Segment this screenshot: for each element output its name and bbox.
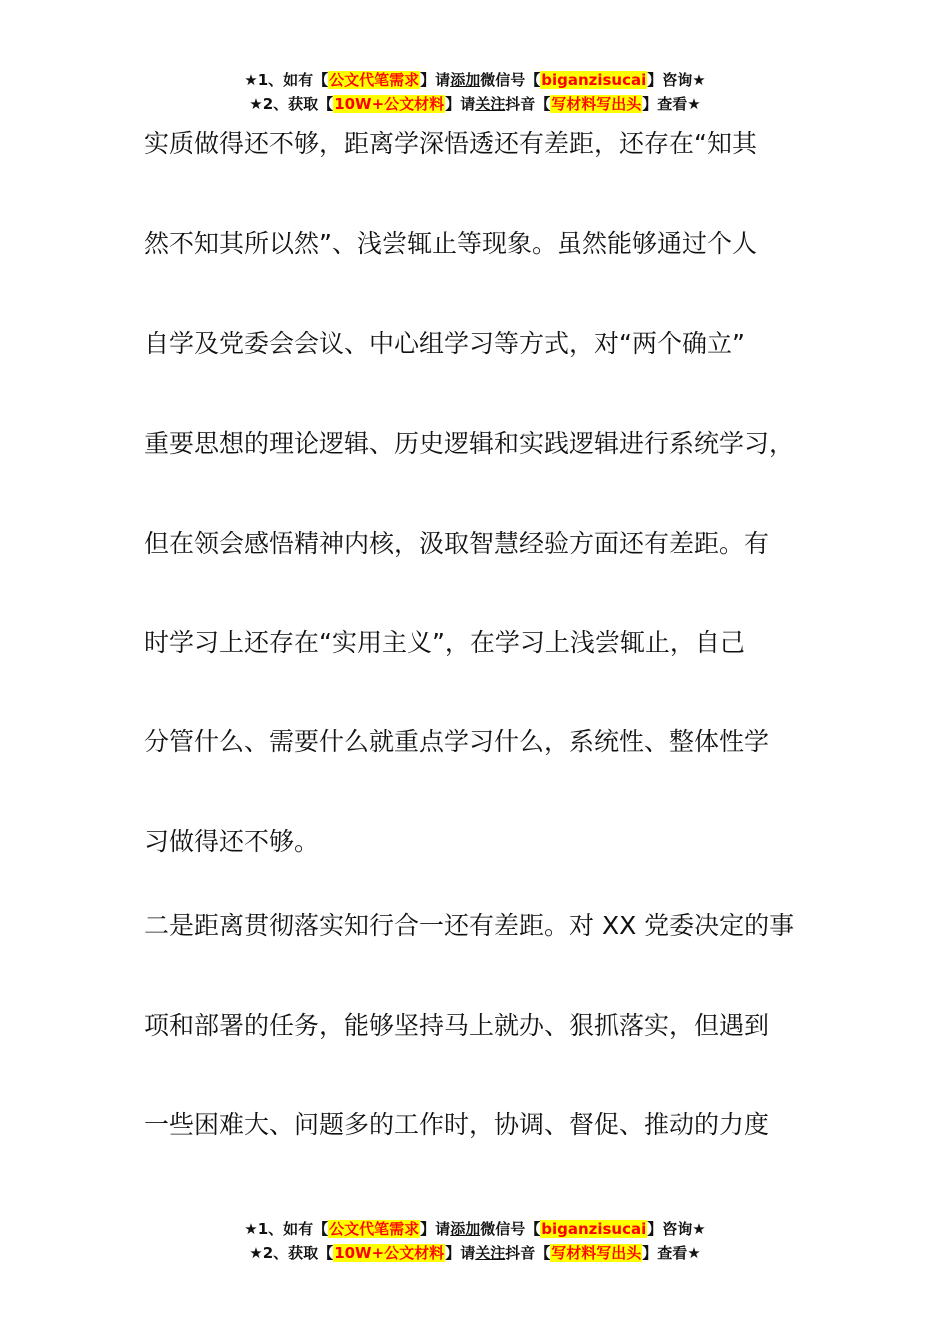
banner-text: 】咨询★: [647, 1220, 706, 1238]
banner-text: ★1、如有【: [244, 71, 329, 89]
banner-text: 微信号【: [480, 1220, 541, 1238]
banner-text: 】请: [420, 1220, 451, 1238]
banner-text: ★2、获取【: [249, 95, 334, 113]
body-line: 一些困难大、问题多的工作时，协调、督促、推动的力度: [144, 1110, 770, 1139]
underlined-text: 关注: [475, 1244, 506, 1262]
banner-text: 抖音【: [505, 1244, 551, 1262]
banner-text: ★2、获取【: [249, 1244, 334, 1262]
highlight-service: 公文代笔需求: [329, 71, 420, 89]
underlined-text: 关注: [475, 95, 506, 113]
body-line: 时学习上还存在“实用主义”，在学习上浅尝辄止，自己: [144, 628, 745, 657]
body-line: 习做得还不够。: [144, 827, 320, 856]
footer-banner: [0, 1217, 950, 1265]
footer-banner-line-1: [0, 1217, 950, 1241]
banner-text: ★1、如有【: [244, 1220, 329, 1238]
underlined-text: 添加: [450, 71, 481, 89]
banner-text: 】查看★: [642, 1244, 701, 1262]
header-banner: [0, 68, 950, 116]
underlined-text: 添加: [450, 1220, 481, 1238]
body-line: 二是距离贯彻落实知行合一还有差距。对 XX 党委决定的事: [144, 911, 795, 940]
banner-text: 】查看★: [642, 95, 701, 113]
body-line: 但在领会感悟精神内核，汲取智慧经验方面还有差距。有: [144, 529, 770, 558]
highlight-wechat-id: biganzisucai: [541, 71, 647, 89]
header-banner-line-2: [0, 92, 950, 116]
body-line: 实质做得还不够，距离学深悟透还有差距，还存在“知其: [144, 129, 757, 158]
highlight-materials: 10W+公文材料: [334, 95, 445, 113]
body-line: 重要思想的理论逻辑、历史逻辑和实践逻辑进行系统学习，: [144, 429, 795, 458]
body-line: 项和部署的任务，能够坚持马上就办、狠抓落实，但遇到: [144, 1011, 770, 1040]
body-line: 分管什么、需要什么就重点学习什么，系统性、整体性学: [144, 727, 770, 756]
highlight-materials: 10W+公文材料: [334, 1244, 445, 1262]
footer-banner-line-2: [0, 1241, 950, 1265]
banner-text: 】请: [420, 71, 451, 89]
highlight-douyin-account: 写材料写出头: [551, 1244, 642, 1262]
highlight-douyin-account: 写材料写出头: [551, 95, 642, 113]
banner-text: 抖音【: [505, 95, 551, 113]
banner-text: 】请: [445, 95, 476, 113]
highlight-wechat-id: biganzisucai: [541, 1220, 647, 1238]
highlight-service: 公文代笔需求: [329, 1220, 420, 1238]
banner-text: 】咨询★: [647, 71, 706, 89]
banner-text: 微信号【: [480, 71, 541, 89]
body-line: 然不知其所以然”、浅尝辄止等现象。虽然能够通过个人: [144, 229, 757, 258]
body-line: 自学及党委会会议、中心组学习等方式，对“两个确立”: [144, 329, 745, 358]
header-banner-line-1: [0, 68, 950, 92]
banner-text: 】请: [445, 1244, 476, 1262]
